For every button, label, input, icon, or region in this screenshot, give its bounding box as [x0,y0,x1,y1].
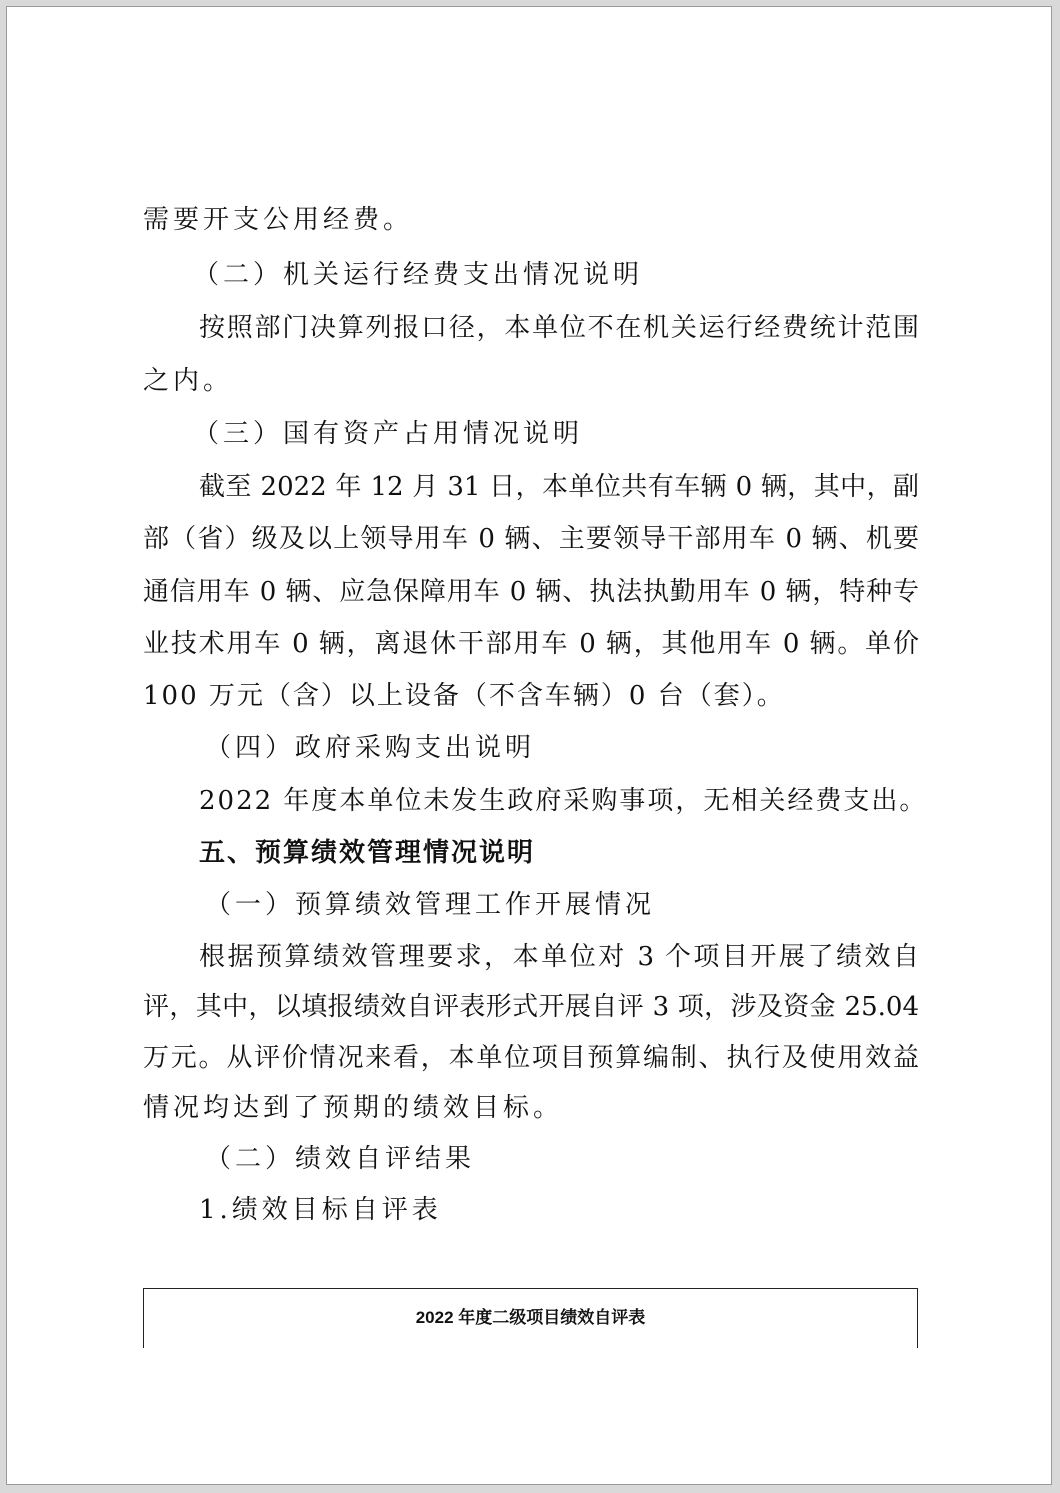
paragraph-line: 100 万元（含）以上设备（不含车辆）0 台（套）。 [143,681,785,711]
paragraph-line: 部（省）级及以上领导用车 0 辆、主要领导干部用车 0 辆、机要 [143,524,919,554]
paragraph-line: 根据预算绩效管理要求，本单位对 3 个项目开展了绩效自 [199,942,919,972]
section-heading: （一）预算绩效管理工作开展情况 [205,890,656,920]
section-heading: （四）政府采购支出说明 [205,733,536,763]
subsection-heading: 1.绩效目标自评表 [199,1195,442,1225]
table-title: 2022 年度二级项目绩效自评表 [415,1308,646,1327]
paragraph-line: 需要开支公用经费。 [143,205,414,235]
chapter-heading: 五、预算绩效管理情况说明 [199,838,536,868]
paragraph-line: 情况均达到了预期的绩效目标。 [143,1093,564,1123]
paragraph-line: 业技术用车 0 辆，离退休干部用车 0 辆，其他用车 0 辆。单价 [143,629,919,659]
paragraph-line: 按照部门决算列报口径，本单位不在机关运行经费统计范围 [199,313,919,343]
performance-table [143,1288,918,1348]
paragraph-line: 通信用车 0 辆、应急保障用车 0 辆、执法执勤用车 0 辆，特种专 [143,577,919,607]
paragraph-line: 截至 2022 年 12 月 31 日，本单位共有车辆 0 辆，其中，副 [199,472,919,502]
section-heading: （二）机关运行经费支出情况说明 [193,260,644,290]
paragraph-line: 之内。 [143,366,234,396]
section-heading: （二）绩效自评结果 [205,1144,476,1174]
paragraph-line: 2022 年度本单位未发生政府采购事项，无相关经费支出。 [199,786,928,816]
paragraph-line: 万元。从评价情况来看，本单位项目预算编制、执行及使用效益 [143,1043,919,1073]
section-heading: （三）国有资产占用情况说明 [193,419,584,449]
paragraph-line: 评，其中，以填报绩效自评表形式开展自评 3 项，涉及资金 25.04 [143,992,919,1022]
